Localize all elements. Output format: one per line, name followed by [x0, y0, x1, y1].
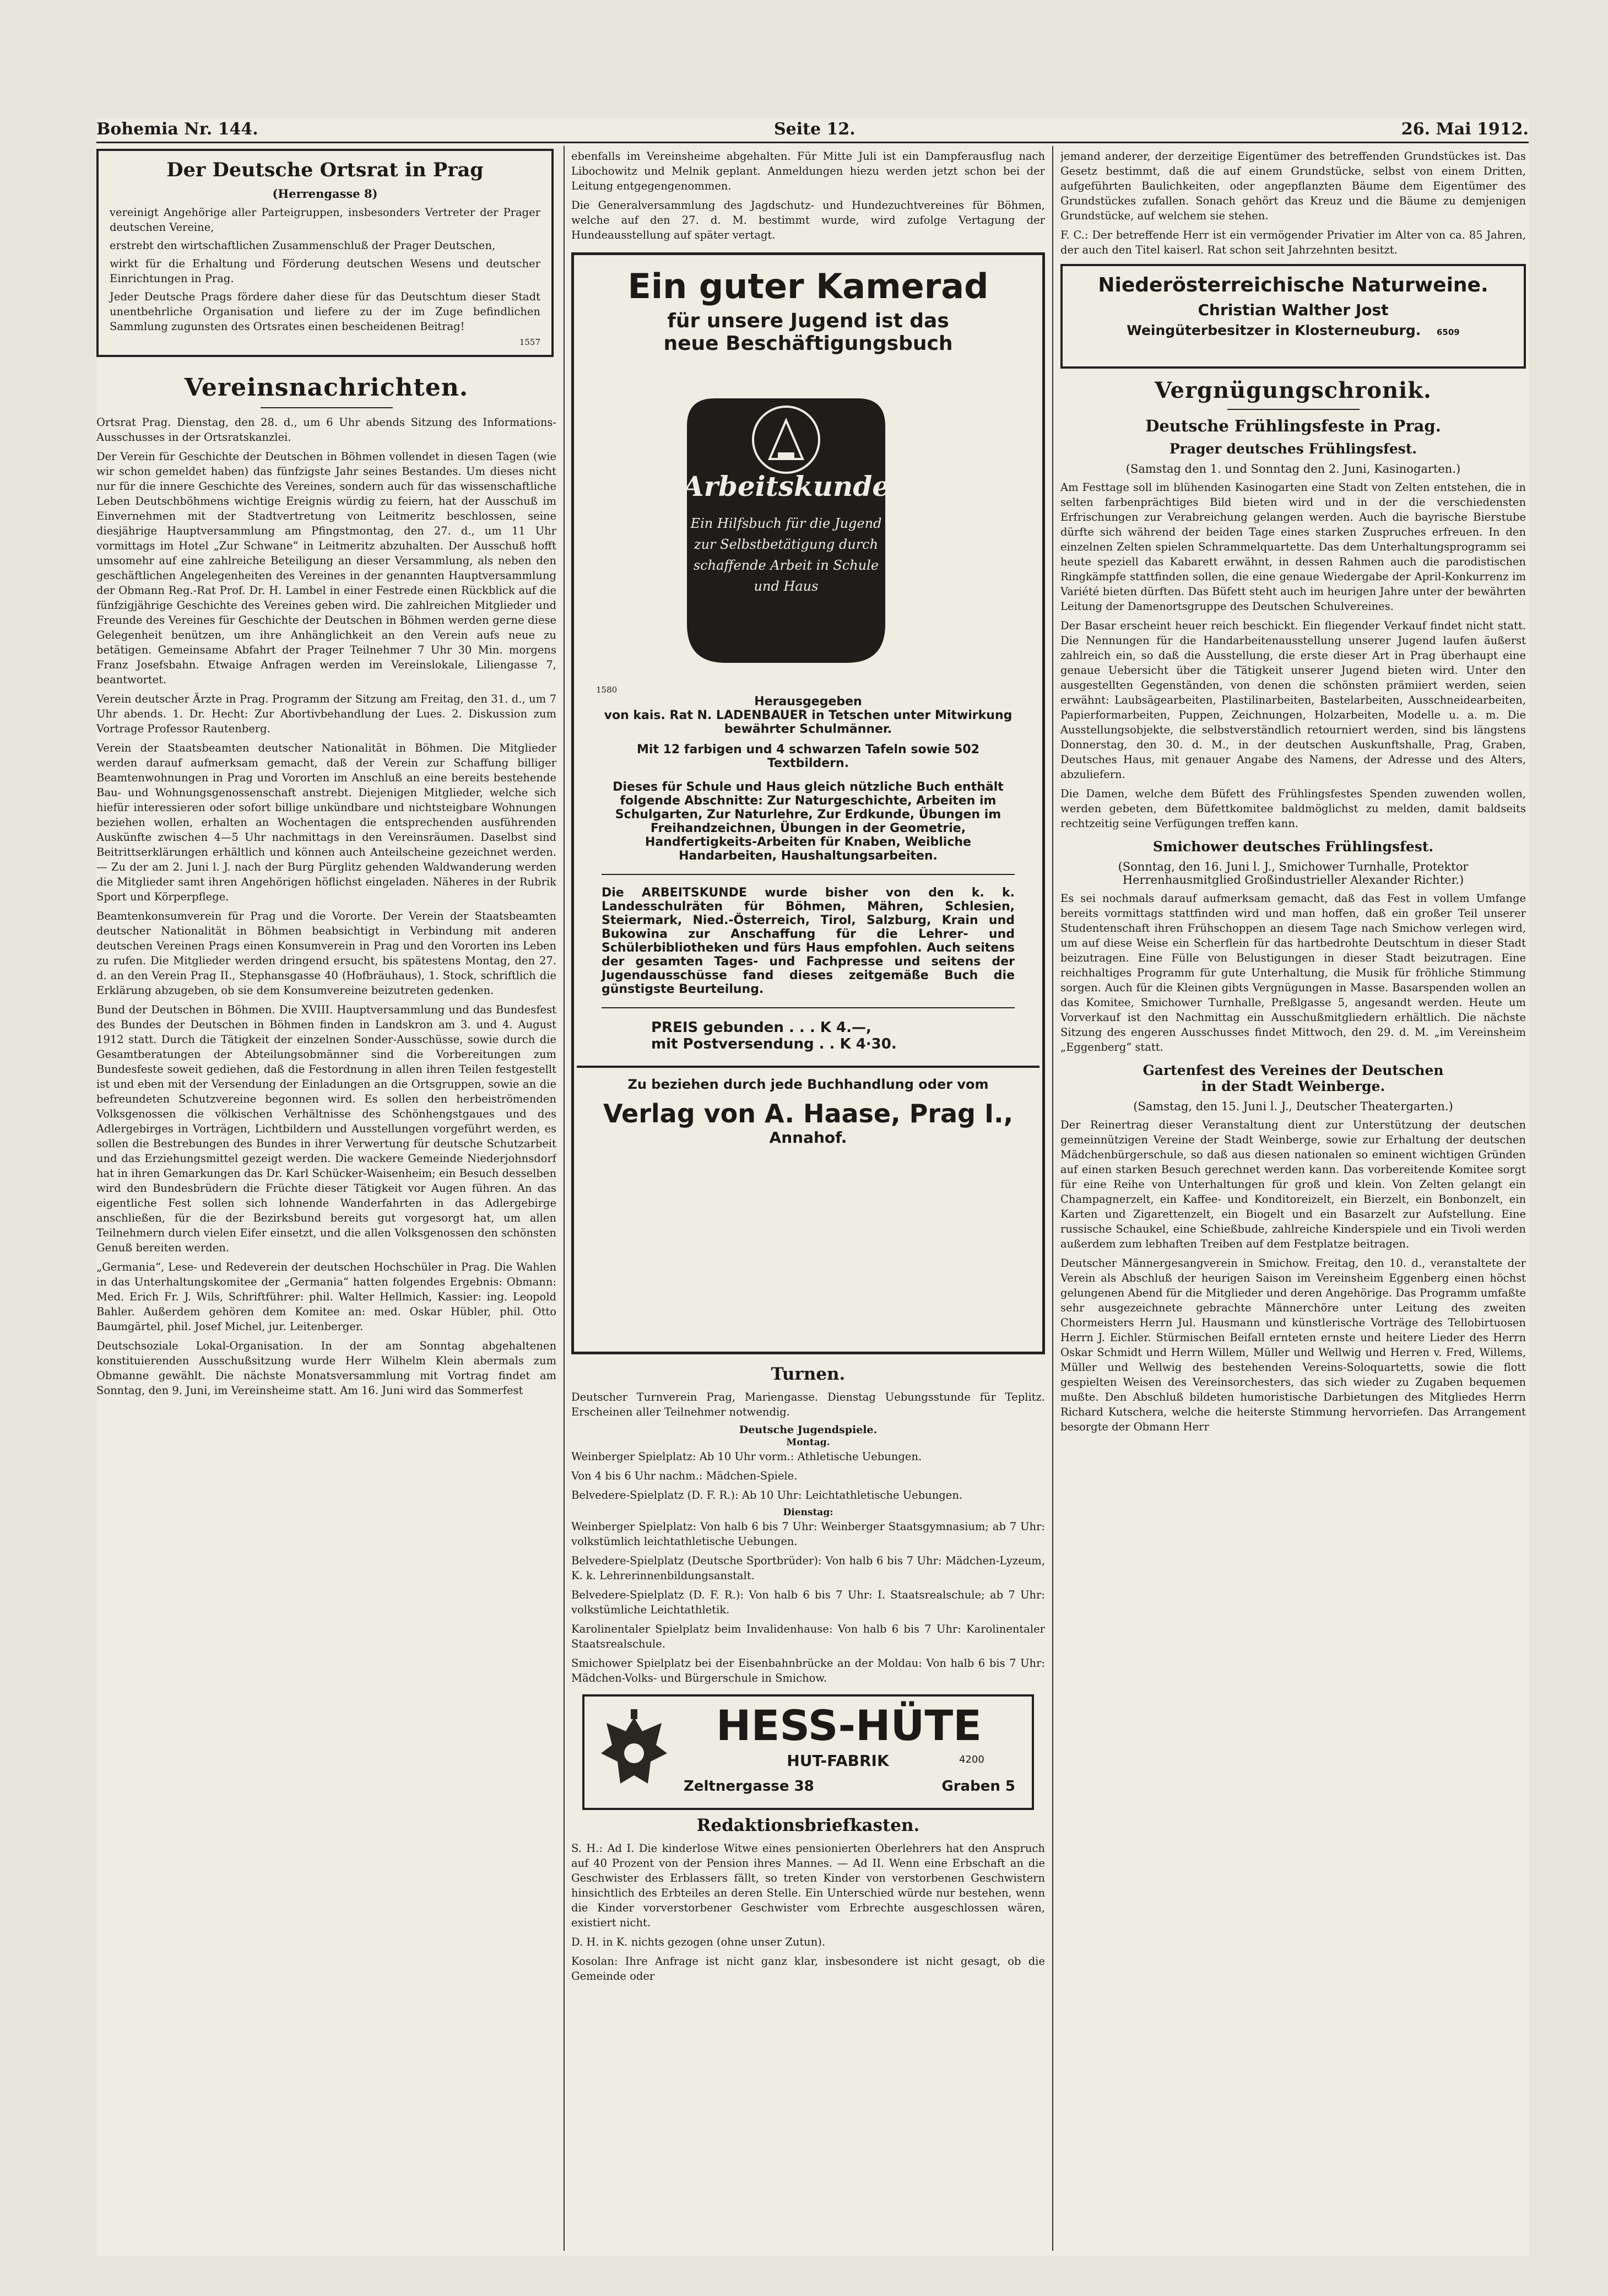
ortsrat-address: (Herrengasse 8) [272, 187, 378, 201]
gartenfest-date: (Samstag, den 15. Juni l. J., Deutscher Theatergarten.) [1133, 1100, 1453, 1113]
emblem-title: Arbeitskunde [682, 470, 890, 503]
sport-entry: Smichower Spielplatz bei der Eisenbahnbrücke an der Moldau: Von halb 6 bis 7 Uhr: Mädchen-Volks- und Bürgerschule in Smichow. [571, 1657, 1045, 1684]
article-ortsrat: Ortsrat Prag. Dienstag, den 28. d., um 6 Uhr abends Sitzung des Informations-Ausschusses in der Ortsratskanzlei. [96, 416, 556, 444]
prager-fest-date: (Samstag den 1. und Sonntag den 2. Juni, Kasinogarten.) [1125, 462, 1461, 476]
naturweine-ad [1060, 264, 1526, 369]
ad-publisher-address: Annahof. [769, 1128, 847, 1147]
ortsrat-code: 1557 [519, 337, 540, 347]
emblem-line-1: Ein Hilfsbuch für die Jugend [690, 516, 882, 531]
article-bund-der-deutschen: Bund der Deutschen in Böhmen. Die XVIII. Hauptversammlung und das Bundesfest des Bundes der Deutschen in Böhmen finden in Landskron am 3. und 4. August 1912 statt. Durch die Tätigkeit der einzelnen Sonder-Ausschüsse, sowie durch die Gesamtberatungen der Abteilungsobmänner sind die Vorbereitungen zum Bundesfeste soweit gediehen, daß die Festordnung in allen ihren Teilen festgestellt ist und eben mit der Versendung der Einladungen an die Ortsgruppen, sowie an die befreundeten Schutzvereine begonnen wird. Es sollen den herbeiströmenden Volksgenossen die völkischen Verhältnisse des Schönhengstgaues und des Adlergebirges in Vorträgen, Lichtbildern und Ausstellungen vorgeführt werden, es sollen die Bestrebungen des Bundes in ihrer Verwertung für deutsche Schutzarbeit und das Erziehungsmittel gezeigt werden. Die wackere Gemeinde Niederjohnsdorf hat in ihren Gemarkungen das Dr. Karl Schücker-Waisenheim; ein Besuch desselben wird den Bundesbrüdern die Früchte dieser Tätigkeit vor Augen führen. An das eigentliche Fest sollen sich lohnende Wanderfahrten in das Adlergebirge anschließen, für die der Bezirksbund bereits gut vorgesorgt hat, um allen Teilnehmern durch vielen Eifer einsetzt, und die allen Volksgenossen den schönsten Genuß bereiten werden. [96, 1003, 556, 1254]
price-row-1 [574, 1019, 1042, 1036]
article-jagdschutz: Die Generalversammlung des Jagdschutz- und Hundezuchtvereines für Böhmen, welche auf den 27. d. M. bestimmt wurde, wird zufolge Vertagung der Hundeausstellung auf später vertagt. [571, 199, 1045, 241]
sport-entry: Karolinentaler Spielplatz beim Invalidenhause: Von halb 6 bis 7 Uhr: Karolinentaler Staatsrealschule. [571, 1623, 1045, 1650]
ad-title: Ein guter Kamerad [627, 266, 989, 306]
hess-huete-ad [582, 1694, 1034, 1810]
sport-entry: Weinberger Spielplatz: Von halb 6 bis 7 Uhr: Weinberger Staatsgymnasium; ab 7 Uhr: volkstümlich leichtathletische Uebungen. [571, 1520, 1045, 1548]
double-eagle-icon [595, 1706, 673, 1800]
ad-contents: Dieses für Schule und Haus gleich nützliche Buch enthält folgende Abschnitte: Zur Naturgeschichte, Arbeiten im Schulgarten, Zur Naturlehre, Zur Erdkunde, Übungen im Freihandzeichnen, Übungen in der Geometrie, Handfertigkeits-Arbeiten für Knaben, Weibliche Handarbeiten, Haushaltungsarbeiten. [613, 780, 1004, 863]
ad-approval: Die ARBEITSKUNDE wurde bisher von den k. k. Landesschulräten für Böhmen, Mähren, Schlesien, Steiermark, Nied.-Österreich, Tirol, Salzburg, Krain und Bukowina zur Anschaffung für die Lehrer- und Schülerbibliotheken und fürs Haus empfohlen. Auch seitens der gesamten Tages- und Fachpresse und seitens der Jugendausschüsse fand dieses zeitgemäße Buch die günstigste Beurteilung. [602, 886, 1015, 996]
price-label-1: PREIS gebunden . . . [651, 1019, 815, 1036]
column-1 [96, 149, 556, 2254]
ad-order: Zu beziehen durch jede Buchhandlung oder vom [627, 1077, 989, 1092]
price-value-1: K 4.—, [820, 1019, 871, 1036]
ad-subtitle-1: für unsere Jugend ist das [667, 310, 949, 332]
ad-plates: Mit 12 farbigen und 4 schwarzen Tafeln sowie 502 Textbildern. [637, 743, 979, 770]
jugendspiele-heading: Deutsche Jugendspiele. [739, 1424, 878, 1436]
wine-ad-name: Christian Walther Jost [1198, 301, 1389, 319]
header-rule [96, 142, 1529, 143]
vergnuegung-heading: Vergnügungschronik. [1155, 377, 1432, 403]
hess-address-1: Zeltnergasse 38 [684, 1778, 814, 1795]
arbeitskunde-ad [571, 252, 1045, 1354]
turnen-text: Deutscher Turnverein Prag, Mariengasse. Dienstag Uebungsstunde für Teplitz. Erscheinen aller Teilnehmer notwendig. [571, 1391, 1045, 1418]
redaktion-entry: F. C.: Der betreffende Herr ist ein vermögender Privatier im Alter von ca. 85 Jahren, der auch den Titel kaiserl. Rat schon seit Jahrzehnten besitzt. [1060, 229, 1526, 256]
turnen-heading: Turnen. [771, 1364, 846, 1384]
maennergesangverein-text: Deutscher Männergesangverein in Smichow. Freitag, den 10. d., veranstaltete der Verein als Abschluß der heurigen Saison im Vereinsheim Eggenberg einen höchst gelungenen Abend für die Mitglieder und deren Angehörige. Das Programm umfaßte sehr ausgezeichnete gebrachte Männerchöre unter Leitung des zweiten Chormeisters Herrn Jul. Hausmann und künstlerische Vorträge des Tellobirtuosen Herrn J. Eichler. Stürmischen Beifall ernteten ernste und heitere Lieder des Herrn Oskar Schmidt und Herrn Willem, Müller und Wellwig und Herren v. Fred, Willems, Müller und Wellwig des bestehenden Vereins-Soloquartetts, sowie die flott gespielten Weisen des Vereinsorchesters, das sich wieder zu Zugaben bequemen mußte. Den Abschluß bildeten humoristische Darbietungen des Mitgliedes Herrn Richard Kutschera, welche die heiterste Stimmung hervorriefen. Das Arrangement besorgte der Obmann Herr [1060, 1257, 1526, 1433]
vereinsnachrichten-heading: Vereinsnachrichten. [184, 374, 469, 402]
ortsrat-title: Der Deutsche Ortsrat in Prag [166, 159, 484, 181]
wine-ad-title: Niederösterreichische Naturweine. [1098, 274, 1488, 296]
article-aerzteverein: Verein deutscher Ärzte in Prag. Programm der Sitzung am Freitag, den 31. d., um 7 Uhr abends. 1. Dr. Hecht: Zur Abortivbehandlung der Lues. 2. Diskussion zum Vortrage Professor Rautenberg. [96, 693, 556, 735]
emblem-line-3: schaffende Arbeit in Schule [693, 558, 879, 573]
emblem-text [670, 470, 902, 594]
dienstag-heading: Dienstag: [783, 1507, 833, 1518]
article-germania: „Germania“, Lese- und Redeverein der deutschen Hochschüler in Prag. Die Wahlen in das Unterhaltungskomitee der „Germania“ hatten folgendes Ergebnis: Obmann: Med. Erich Fr. J. Wils, Schriftführer: phil. Walter Hellmich, Kassier: ing. Leopold Bahler. Außerdem gehören dem Komitee an: med. Oskar Hübler, phil. Otto Baumgärtel, phil. Josef Michel, jur. Leitenberger. [96, 1261, 556, 1333]
ortsrat-box [96, 149, 554, 357]
hess-address-2: Graben 5 [941, 1778, 1015, 1795]
smichow-fest-heading: Smichower deutsches Frühlingsfest. [1152, 839, 1434, 855]
sport-entry: Von 4 bis 6 Uhr nachm.: Mädchen-Spiele. [571, 1470, 798, 1482]
hess-brand: HESS-HÜTE [716, 1701, 982, 1750]
wine-ad-line [1063, 322, 1524, 338]
article-konsumverein: Beamtenkonsumverein für Prag und die Vororte. Der Verein der Staatsbeamten deutscher Nationalität in Böhmen beabsichtigt in Verbindung mit anderen deutschen Vereinen Prags einen Konsumverein in Prag und den Vororten ins Leben zu rufen. Die Mitglieder werden dringend ersucht, bis spätestens Montag, den 27. d. an den Verein Prag II., Stephansgasse 40 (Hofbräuhaus), 1. Stock, schriftlich die Erklärung abzugeben, ob sie dem Konsumvereine beizutreten gedenken. [96, 910, 556, 997]
gartenfest-heading-2: in der Stadt Weinberge. [1201, 1078, 1385, 1094]
ad-divider [602, 874, 1015, 875]
column-divider-1 [564, 146, 565, 2251]
ad-publisher: Verlag von A. Haase, Prag I., [603, 1099, 1014, 1128]
prager-fest-text: Der Basar erscheint heuer reich beschickt. Ein fliegender Verkauf findet nicht statt. Die Nennungen für die Handarbeitenausstellung unserer Jugend laufen äußerst zahlreich ein, so daß die Ausstellung, die erste dieser Art in Prag überhaupt eine genaue Uebersicht über die Tätigkeit unserer Jugend bieten wird. Unter den ausgestellten Gegenständen, von denen die schönsten prämiiert werden, seien erwähnt: Laubsägearbeiten, Plastilinarbeiten, Bastelarbeiten, Ausschneidearbeiten, Papierformarbeiten, Puppen, Zeichnungen, Holzarbeiten, Modelle u. a. m. Die Ausstellungsobjekte, die selbstverständlich retourniert werden, sind bis längstens Donnerstag, den 30. d. M., in der deutschen Auskunftshalle, Prag, Graben, Deutsches Haus, mit genauer Angabe des Namens, der Adresse und des Alters, abzuliefern. [1060, 619, 1526, 781]
heading-underline [1227, 409, 1360, 410]
sport-entry: Belvedere-Spielplatz (D. F. R.): Ab 10 Uhr: Leichtathletische Uebungen. [571, 1489, 963, 1501]
wine-ad-code: 6509 [1436, 327, 1460, 337]
sport-entry: Belvedere-Spielplatz (Deutsche Sportbrüder): Von halb 6 bis 7 Uhr: Mädchen-Lyzeum, K. k. Lehrerinnenbildungsanstalt. [571, 1554, 1045, 1582]
ortsrat-text-2: erstrebt den wirtschaftlichen Zusammenschluß der Prager Deutschen, [110, 239, 496, 252]
ad-editor: von kais. Rat N. LADENBAUER in Tetschen unter Mitwirkung bewährter Schulmänner. [604, 709, 1013, 736]
article-continuation: ebenfalls im Vereinsheime abgehalten. Für Mitte Juli ist ein Dampferausflug nach Libochowitz und Melnik geplant. Anmeldungen hiezu werden jetzt schon bei der Leitung entgegengenommen. [571, 150, 1045, 192]
ad-divider [577, 1066, 1039, 1068]
prager-fest-text: Die Damen, welche dem Büfett des Frühlingsfestes Spenden zuwenden wollen, werden gebeten, dem Büfettkomitee baldmöglichst zu melden, damit baldseits rechtzeitig seine Verfügungen treffen kann. [1060, 787, 1526, 830]
price-label-2: mit Postversendung . . [651, 1036, 835, 1052]
ad-editor-intro: Herausgegeben [754, 695, 862, 709]
header-page-number: Seite 12. [774, 120, 856, 139]
page-header [96, 118, 1529, 141]
column-divider-2 [1052, 146, 1053, 2251]
article-lokal-organisation: Deutschsoziale Lokal-Organisation. In der am Sonntag abgehaltenen konstituierenden Ausschußsitzung wurde Herr Wilhelm Klein abermals zum Obmanne gewählt. Die nächste Monatsversammlung mit Vortrag findet am Sonntag, den 9. Juni, im Vereinsheime statt. Am 16. Juni wird das Sommerfest [96, 1339, 556, 1397]
redaktion-entry: S. H.: Ad I. Die kinderlose Witwe eines pensionierten Oberlehrers hat den Anspruch auf 40 Prozent von der Pension ihres Mannes. — Ad II. Wenn eine Erbschaft an die Geschwister des Erblassers fällt, so treten Kinder von verstorbenen Geschwistern hinsichtlich des Erbteiles an deren Stelle. Ein Unterschied würde nur bestehen, wenn die Kinder vorverstorbener Geschwister vom Erbrechte ausgeschlossen wären, existiert nicht. [571, 1842, 1045, 1929]
ad-subtitle-2: neue Beschäftigungsbuch [663, 332, 953, 355]
header-date: 26. Mai 1912. [1401, 120, 1529, 139]
gartenfest-text: Der Reinertrag dieser Veranstaltung dient zur Unterstützung der deutschen gemeinnützigen Vereine der Stadt Weinberge, sowie zur Erhaltung der deutschen Mädchenbürgerschule, so daß aus diesen nationalen so eminent wichtigen Gründen auf einen starken Besuch gerechnet werden kann. Das vorbereitende Komitee sorgt für eine Reihe von Unterhaltungen für groß und klein. Von Zelten gelangt ein Champagnerzelt, ein Kaffee- und Konditoreizelt, ein Bierzelt, ein Bonbonzelt, ein Karten und Zigarettenzelt, ein Biogelt und ein Basarzelt zur Aufstellung. Eine russische Schaukel, eine Schießbude, zahlreiche Kinderspiele und ein Tivoli werden außerdem zum lebhaften Treiben auf dem Festplatze beitragen. [1060, 1119, 1526, 1250]
redaktion-entry: Kosolan: Ihre Anfrage ist nicht ganz klar, insbesondere ist nicht gesagt, ob die Gemeinde oder [571, 1955, 1045, 1982]
ad-body [574, 685, 1042, 1147]
emblem-line-4: und Haus [754, 579, 819, 594]
ad-divider [602, 1007, 1015, 1008]
wine-ad-subtitle: Weingüterbesitzer in Klosterneuburg. [1127, 322, 1421, 338]
smichow-fest-date: (Sonntag, den 16. Juni l. J., Smichower Turnhalle, Protektor Herrenhausmitglied Großindustrieller Alexander Richter.) [1118, 860, 1469, 887]
hess-subtitle: HUT-FABRIK [787, 1752, 889, 1770]
article-geschichtsverein: Der Verein für Geschichte der Deutschen in Böhmen vollendet in diesen Tagen (wie wir schon gemeldet haben) das fünfzigste Jahr seines Bestandes. Um dieses nicht nur für die innere Geschichte des Vereines, sondern auch für das wissenschaftliche Leben Deutschböhmens wichtige Ereignis würdig zu feiern, hat der Ausschuß im Einvernehmen mit der Stadtvertretung von Leitmeritz beschlossen, seine diesjährige Hauptversammlung am Pfingstmontag, den 27. d., um 11 Uhr vormittags im Hotel „Zur Schwane“ in Leitmeritz abzuhalten. Der Ausschuß hofft umsomehr auf eine zahlreiche Beteiligung an dieser Versammlung, als neben den geschäftlichen Angelegenheiten des Vereines in der genannten Hauptversammlung der Obmann Reg.-Rat Prof. Dr. H. Lambel in einer Festrede einen Rückblick auf die fünfzigjährige Geschichte des Vereines geben wird. Die zahlreichen Mitglieder und Freunde des Vereines für Geschichte der Deutschen in Böhmen werden gerne diese Gelegenheit benützen, um ihre Anhänglichkeit an den Verein aufs neue zu betätigen. Gemeinsame Abfahrt der Prager Teilnehmer 7 Uhr 30 Min. morgens Franz Josefsbahn. Etwaige Anfragen werden im Vereinslokale, Liliengasse 7, beantwortet. [96, 450, 556, 686]
price-value-2: K 4·30. [840, 1036, 897, 1052]
ortsrat-text-1: vereinigt Angehörige aller Parteigruppen, insbesonders Vertreter der Prager deutschen Vereine, [110, 206, 540, 234]
sport-entry: Belvedere-Spielplatz (D. F. R.): Von halb 6 bis 7 Uhr: I. Staatsrealschule; ab 7 Uhr: volkstümliche Leichtathletik. [571, 1589, 1045, 1616]
hess-code: 4200 [959, 1754, 984, 1765]
smichow-fest-text: Es sei nochmals darauf aufmerksam gemacht, daß das Fest in vollem Umfange bereits vormittags stattfinden wird und man hoffen, daß ein großer Teil unserer Studentenschaft ihren Frühschoppen an diesem Tage nach Smichow verlegen wird, um auf diese Weise ein Scherflein für das hartbedrohte Deutschtum in dieser Stadt beizutragen. Eine Fülle von Belustigungen in dieser Stadt beizutragen. Eine reichhaltiges Programm für gute Unterhaltung, die Musik für fröhliche Stimmung sorgen. Auch für die Kleinen gibts Vergnügungen in Masse. Basarspenden wollen an das Komitee, Smichower Turnhalle, Preßlgasse 5, angesandt werden. Heute um Vorverkauf ist den Nachmittag ein Ausschußmitgliedern erhältlich. Die nächste Sitzung des engeren Ausschusses findet Mittwoch, den 29. d. M. „im Vereinsheim „Eggenberg“ statt. [1060, 892, 1526, 1054]
header-issue: Bohemia Nr. 144. [96, 120, 258, 139]
newspaper-page [96, 118, 1529, 2256]
prager-fest-text: Am Festtage soll im blühenden Kasinogarten eine Stadt von Zelten entstehen, die in selten farbenprächtiges Bild bieten wird und in der die verschiedensten Erfrischungen zur Verabreichung gelangen werden. Auch die bayrische Bierstube dürfte sich während der beiden Tage eines starken Zuspruches erfreuen. In den einzelnen Zelten spielen Schrammelquartette. Das dem Unterhaltungsprogramm sei heute speziell das Kabarett erwähnt, in dessen Rahmen auch die parodistischen Ringkämpfe stattfinden sollen, die eine genaue Wiedergabe der April-Konkurrenz im Variété bieten dürften. Das Büfett steht auch im heurigen Jahre unter der bewährten Leitung der Damenortsgruppe des Deutschen Schulvereines. [1060, 481, 1526, 613]
article-staatsbeamte: Verein der Staatsbeamten deutscher Nationalität in Böhmen. Die Mitglieder werden darauf aufmerksam gemacht, daß der Verein zur Schaffung billiger Beamtenwohnungen in Prag und Vororten im Anschluß an eine bereits bestehende Bau- und Wohnungsgenossenschaft anstrebt. Diejenigen Mitglieder, welche sich hiefür interessieren oder sofort billige unkündbare und nichtsteigbare Wohnungen beziehen wollen, erhalten an Wochentagen die entsprechenden ausführenden Auskünfte zwischen 4—5 Uhr nachmittags in den Vereinsräumen. Daselbst sind Beitrittserklärungen erhältlich und können auch Anteilscheine gezeichnet werden. — Zu der am 2. Juni l. J. nach der Burg Pürglitz gehenden Waldwanderung werden die Mitglieder samt ihren Angehörigen höflichst eingeladen. Näheres in der Rubrik Sport und Körperpflege. [96, 742, 556, 903]
montag-heading: Montag. [786, 1437, 830, 1448]
prager-fest-heading: Prager deutsches Frühlingsfest. [1169, 441, 1417, 457]
sport-entry: Weinberger Spielplatz: Ab 10 Uhr vorm.: Athletische Uebungen. [571, 1450, 922, 1463]
emblem-line-2: zur Selbstbetätigung durch [694, 537, 879, 552]
ortsrat-text-3: wirkt für die Erhaltung und Förderung deutschen Wesens und deutscher Einrichtungen in Prag. [110, 257, 540, 285]
ortsrat-text-4: Jeder Deutsche Prags fördere daher diese für das Deutschtum dieser Stadt unentbehrliche Organisation und liefere zu der im Zuge befindlichen Sammlung zugunsten des Ortsrates einen bescheidenen Beitrag! [110, 290, 540, 333]
redaktion-heading: Redaktionsbriefkasten. [696, 1816, 920, 1835]
fruehlingsfeste-heading: Deutsche Frühlingsfeste in Prag. [1145, 417, 1441, 435]
column-3 [1060, 149, 1526, 2254]
redaktion-continuation: jemand anderer, der derzeitige Eigentümer des betreffenden Grundstückes ist. Das Gesetz bestimmt, daß die auf einem Grundstücke, selbst von einem Dritten, aufgeführten Baulichkeiten, oder angepflanzten Bäume dem Eigentümer des Grundstückes zufallen. Sonach gehört das Kreuz und die Bäume zu demjenigen Grundstücke, auf welchem sie stehen. [1060, 150, 1526, 222]
redaktion-entry: D. H. in K. nichts gezogen (ohne unser Zutun). [571, 1936, 826, 1948]
ad-code: 1580 [596, 685, 618, 695]
price-row-2 [574, 1036, 1042, 1052]
column-2 [571, 149, 1045, 2254]
heading-underline [261, 407, 393, 408]
gartenfest-heading-1: Gartenfest des Vereines der Deutschen [1143, 1062, 1444, 1078]
